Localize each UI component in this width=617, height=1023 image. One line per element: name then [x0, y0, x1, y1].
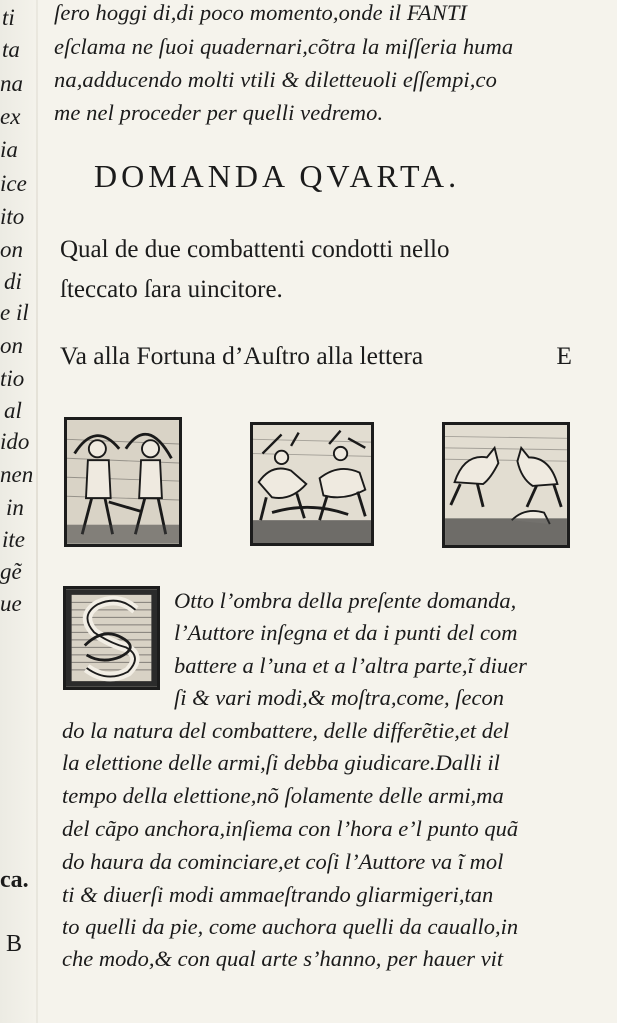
margin-fragment: na [0, 71, 23, 96]
body-text-line: che modo,& con qual arte s’hanno, per hauer vit [62, 946, 504, 971]
margin-fragment: ca. [0, 867, 29, 893]
margin-fragment: ido [0, 429, 30, 454]
margin-fragment: al [4, 398, 22, 423]
margin-fragment: ito [0, 204, 25, 229]
two-horses-woodcut [442, 422, 570, 548]
page-gutter [36, 0, 38, 1023]
text-line: me nel proceder per quelli vedremo. [54, 100, 384, 125]
two-horses-icon [445, 425, 567, 545]
body-text-line: l’Auttore inſegna et da i punti del com [174, 620, 518, 645]
question-line: Qual de due combattenti condotti nello [60, 236, 450, 263]
adjacent-page-margin [0, 0, 34, 1023]
margin-fragment: ex [0, 104, 21, 129]
margin-fragment: on [0, 237, 23, 262]
margin-fragment: gẽ [0, 559, 22, 584]
margin-fragment: tio [0, 366, 25, 391]
reference-letter: E [556, 341, 572, 370]
section-heading: DOMANDA QVARTA. [94, 158, 461, 194]
margin-fragment: ta [2, 37, 20, 62]
question-line: ſteccato ſara uincitore. [60, 276, 283, 303]
two-fencers-woodcut [64, 417, 182, 547]
body-text-line: tempo della elettione,nõ ſolamente delle armi,ma [62, 783, 504, 808]
body-text-line: del cãpo anchora,inſiema con l’hora e’l punto quã [62, 816, 519, 841]
body-text-line: to quelli da pie, come auchora quelli da cauallo,in [62, 914, 519, 939]
text-line: eſclama ne ſuoi quadernari,cõtra la miſſeria huma [54, 34, 514, 59]
margin-fragment: ice [0, 171, 27, 196]
margin-fragment: B [6, 931, 23, 957]
body-text-line: ti & diuerſi modi ammaeſtrando gliarmigeri,tan [62, 882, 494, 907]
margin-fragment: ti [2, 5, 15, 30]
body-text-line: do haura da cominciare,et coſi l’Auttore va ĩ mol [62, 849, 504, 874]
two-horsemen-icon [253, 425, 371, 543]
two-horsemen-woodcut [250, 422, 374, 546]
body-text-line: battere a l’una et a l’altra parte,ĩ diuer [174, 653, 527, 678]
margin-fragment: ia [0, 137, 18, 162]
body-text-line: la elettione delle armi,ſi debba giudicare.Dalli il [62, 750, 500, 775]
reference-text: Va alla Fortuna d’Auſtro alla lettera [60, 341, 424, 370]
decorated-initial-s [63, 586, 160, 690]
decorated-initial-s-icon [66, 589, 157, 687]
margin-fragment: nen [0, 462, 34, 487]
two-fencers-icon [67, 420, 179, 544]
margin-fragment: on [0, 333, 23, 358]
body-text-line: do la natura del combattere, delle differẽtie,et del [62, 718, 510, 743]
margin-fragment: di [4, 269, 22, 294]
text-line: na,adducendo molti vtili & diletteuoli eſſempi,co [54, 67, 497, 92]
text-line: ſero hoggi di,di poco momento,onde il FANTI [54, 0, 468, 25]
margin-fragment: e il [0, 300, 29, 325]
reference-line [60, 341, 572, 371]
body-text-line: Otto l’ombra della preſente domanda, [174, 588, 517, 613]
body-text-line: ſi & vari modi,& moſtra,come, ſecon [174, 685, 504, 710]
margin-fragment: ite [2, 527, 25, 552]
margin-fragment: ue [0, 591, 22, 616]
margin-fragment: in [6, 495, 24, 520]
